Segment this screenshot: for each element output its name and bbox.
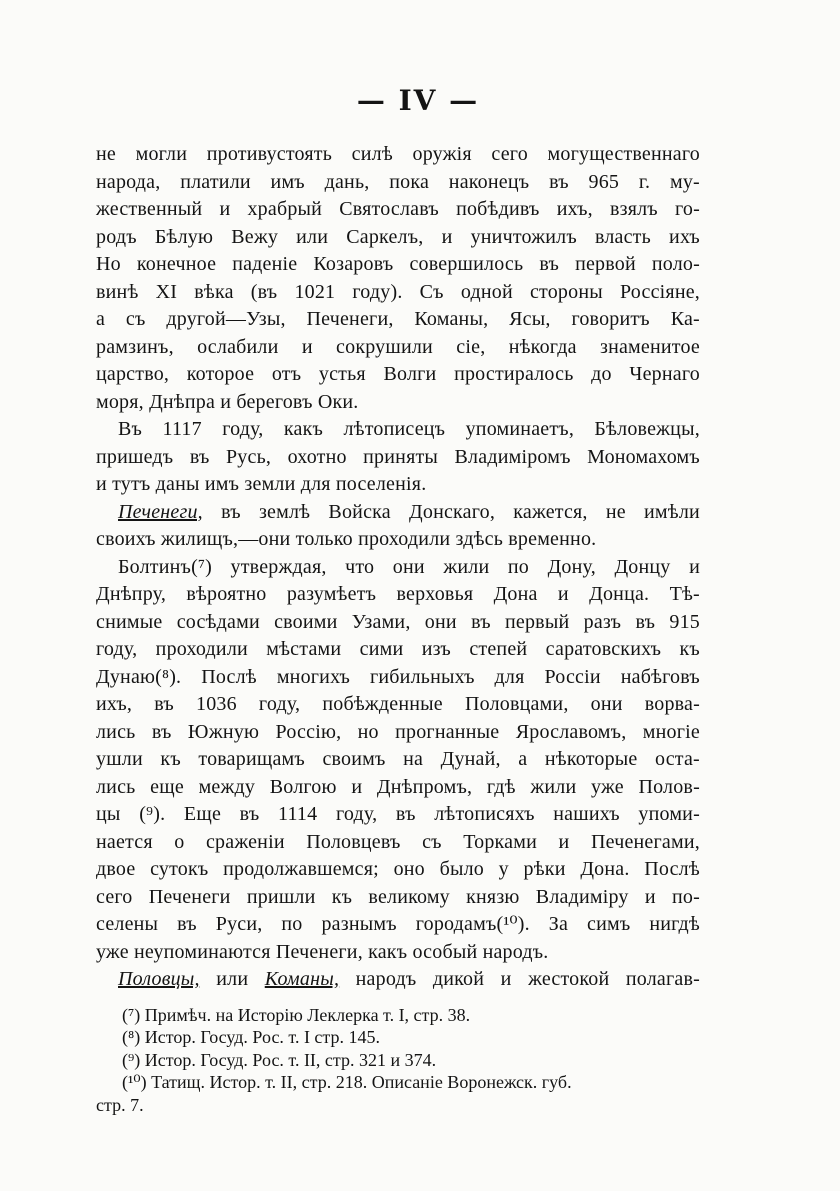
footnotes bbox=[96, 1004, 700, 1117]
text-line: уже неупоминаются Печенеги, какъ особый народъ. bbox=[96, 940, 549, 963]
text-line: жественный и храбрый Святославъ побѣдивъ ихъ, взялъ го- bbox=[96, 198, 700, 220]
text-line: Печенеги, въ землѣ Войска Донскаго, кажется, не имѣли bbox=[118, 500, 700, 523]
text-line: лись еще между Волгою и Днѣпромъ, гдѣ жили уже Полов- bbox=[96, 775, 700, 798]
text-line: винѣ XI вѣка (въ 1021 году). Съ одной стороны Россіяне, bbox=[96, 280, 700, 303]
text-line: снимые сосѣдами своими Узами, они въ первый разъ въ 915 bbox=[96, 610, 700, 633]
text-line: родъ Бѣлую Вежу или Саркелъ, и уничтожилъ власть ихъ bbox=[96, 225, 700, 248]
text-line: Дунаю(⁸). Послѣ многихъ гибильныхъ для Россіи набѣговъ bbox=[96, 665, 700, 688]
page-body bbox=[96, 84, 700, 1116]
text-line: цы (⁹). Еще въ 1114 году, въ лѣтописяхъ нашихъ упоми- bbox=[96, 803, 700, 825]
main-text bbox=[96, 141, 700, 994]
text-line: лись въ Южную Россію, но прогнанные Ярославомъ, многіе bbox=[96, 720, 700, 743]
text-line: двое сутокъ продолжавшемся; оно было у рѣки Дона. Послѣ bbox=[96, 858, 700, 880]
footnote: (⁷) Примѣч. на Исторію Леклерка т. I, стр. 38. bbox=[122, 1004, 471, 1025]
text-line: нается о сраженіи Половцевъ съ Торками и Печенегами, bbox=[96, 830, 700, 853]
text-line: рамзинъ, ослабили и сокрушили сіе, нѣкогда знаменитое bbox=[96, 335, 700, 358]
footnote: (⁹) Истор. Госуд. Рос. т. II, стр. 321 и 374. bbox=[122, 1049, 437, 1070]
text-line: царство, которое отъ устья Волги простиралось до Чернаго bbox=[96, 363, 700, 385]
footnote: (¹⁰) Татищ. Истор. т. II, стр. 218. Описаніе Воронежск. губ. bbox=[122, 1072, 572, 1092]
text-line: не могли противустоять силѣ оружія сего могущественнаго bbox=[96, 143, 700, 165]
text-line: Половцы, или Команы, народъ дикой и жестокой полагав- bbox=[118, 968, 700, 990]
page-number: — IV — bbox=[356, 84, 480, 117]
text-line: и тутъ даны имъ земли для поселенія. bbox=[96, 473, 427, 495]
text-line: Болтинъ(⁷) утверждая, что они жили по Дону, Донцу и bbox=[118, 555, 700, 578]
text-line: сего Печенеги пришли къ великому князю Владиміру и по- bbox=[96, 885, 700, 908]
text-line: своихъ жилищъ,—они только проходили здѣсь временно. bbox=[96, 528, 597, 550]
text-line: Но конечное паденіе Козаровъ совершилось въ первой поло- bbox=[96, 253, 700, 275]
footnote: стр. 7. bbox=[96, 1094, 144, 1115]
text-line: пришедъ въ Русь, охотно приняты Владиміромъ Мономахомъ bbox=[96, 445, 700, 468]
text-line: году, проходили мѣстами сими изъ степей саратовскихъ къ bbox=[96, 638, 700, 660]
text-line: ушли къ товарищамъ своимъ на Дунай, а нѣкоторые оста- bbox=[96, 748, 700, 770]
text-line: ихъ, въ 1036 году, побѣжденные Половцами, они ворва- bbox=[96, 693, 700, 715]
text-line: Днѣпру, вѣроятно разумѣетъ верховья Дона и Донца. Тѣ- bbox=[96, 583, 700, 605]
text-line: народа, платили имъ дань, пока наконецъ въ 965 г. му- bbox=[96, 170, 700, 193]
text-line: Въ 1117 году, какъ лѣтописецъ упоминаетъ, Бѣловежцы, bbox=[118, 418, 700, 440]
text-line: селены въ Руси, по разнымъ городамъ(¹⁰). За симъ нигдѣ bbox=[96, 913, 700, 935]
text-line: моря, Днѣпра и береговъ Оки. bbox=[96, 390, 359, 413]
footnote: (⁸) Истор. Госуд. Рос. т. I стр. 145. bbox=[122, 1027, 381, 1047]
text-line: а съ другой—Узы, Печенеги, Команы, Ясы, говоритъ Ка- bbox=[96, 308, 700, 330]
